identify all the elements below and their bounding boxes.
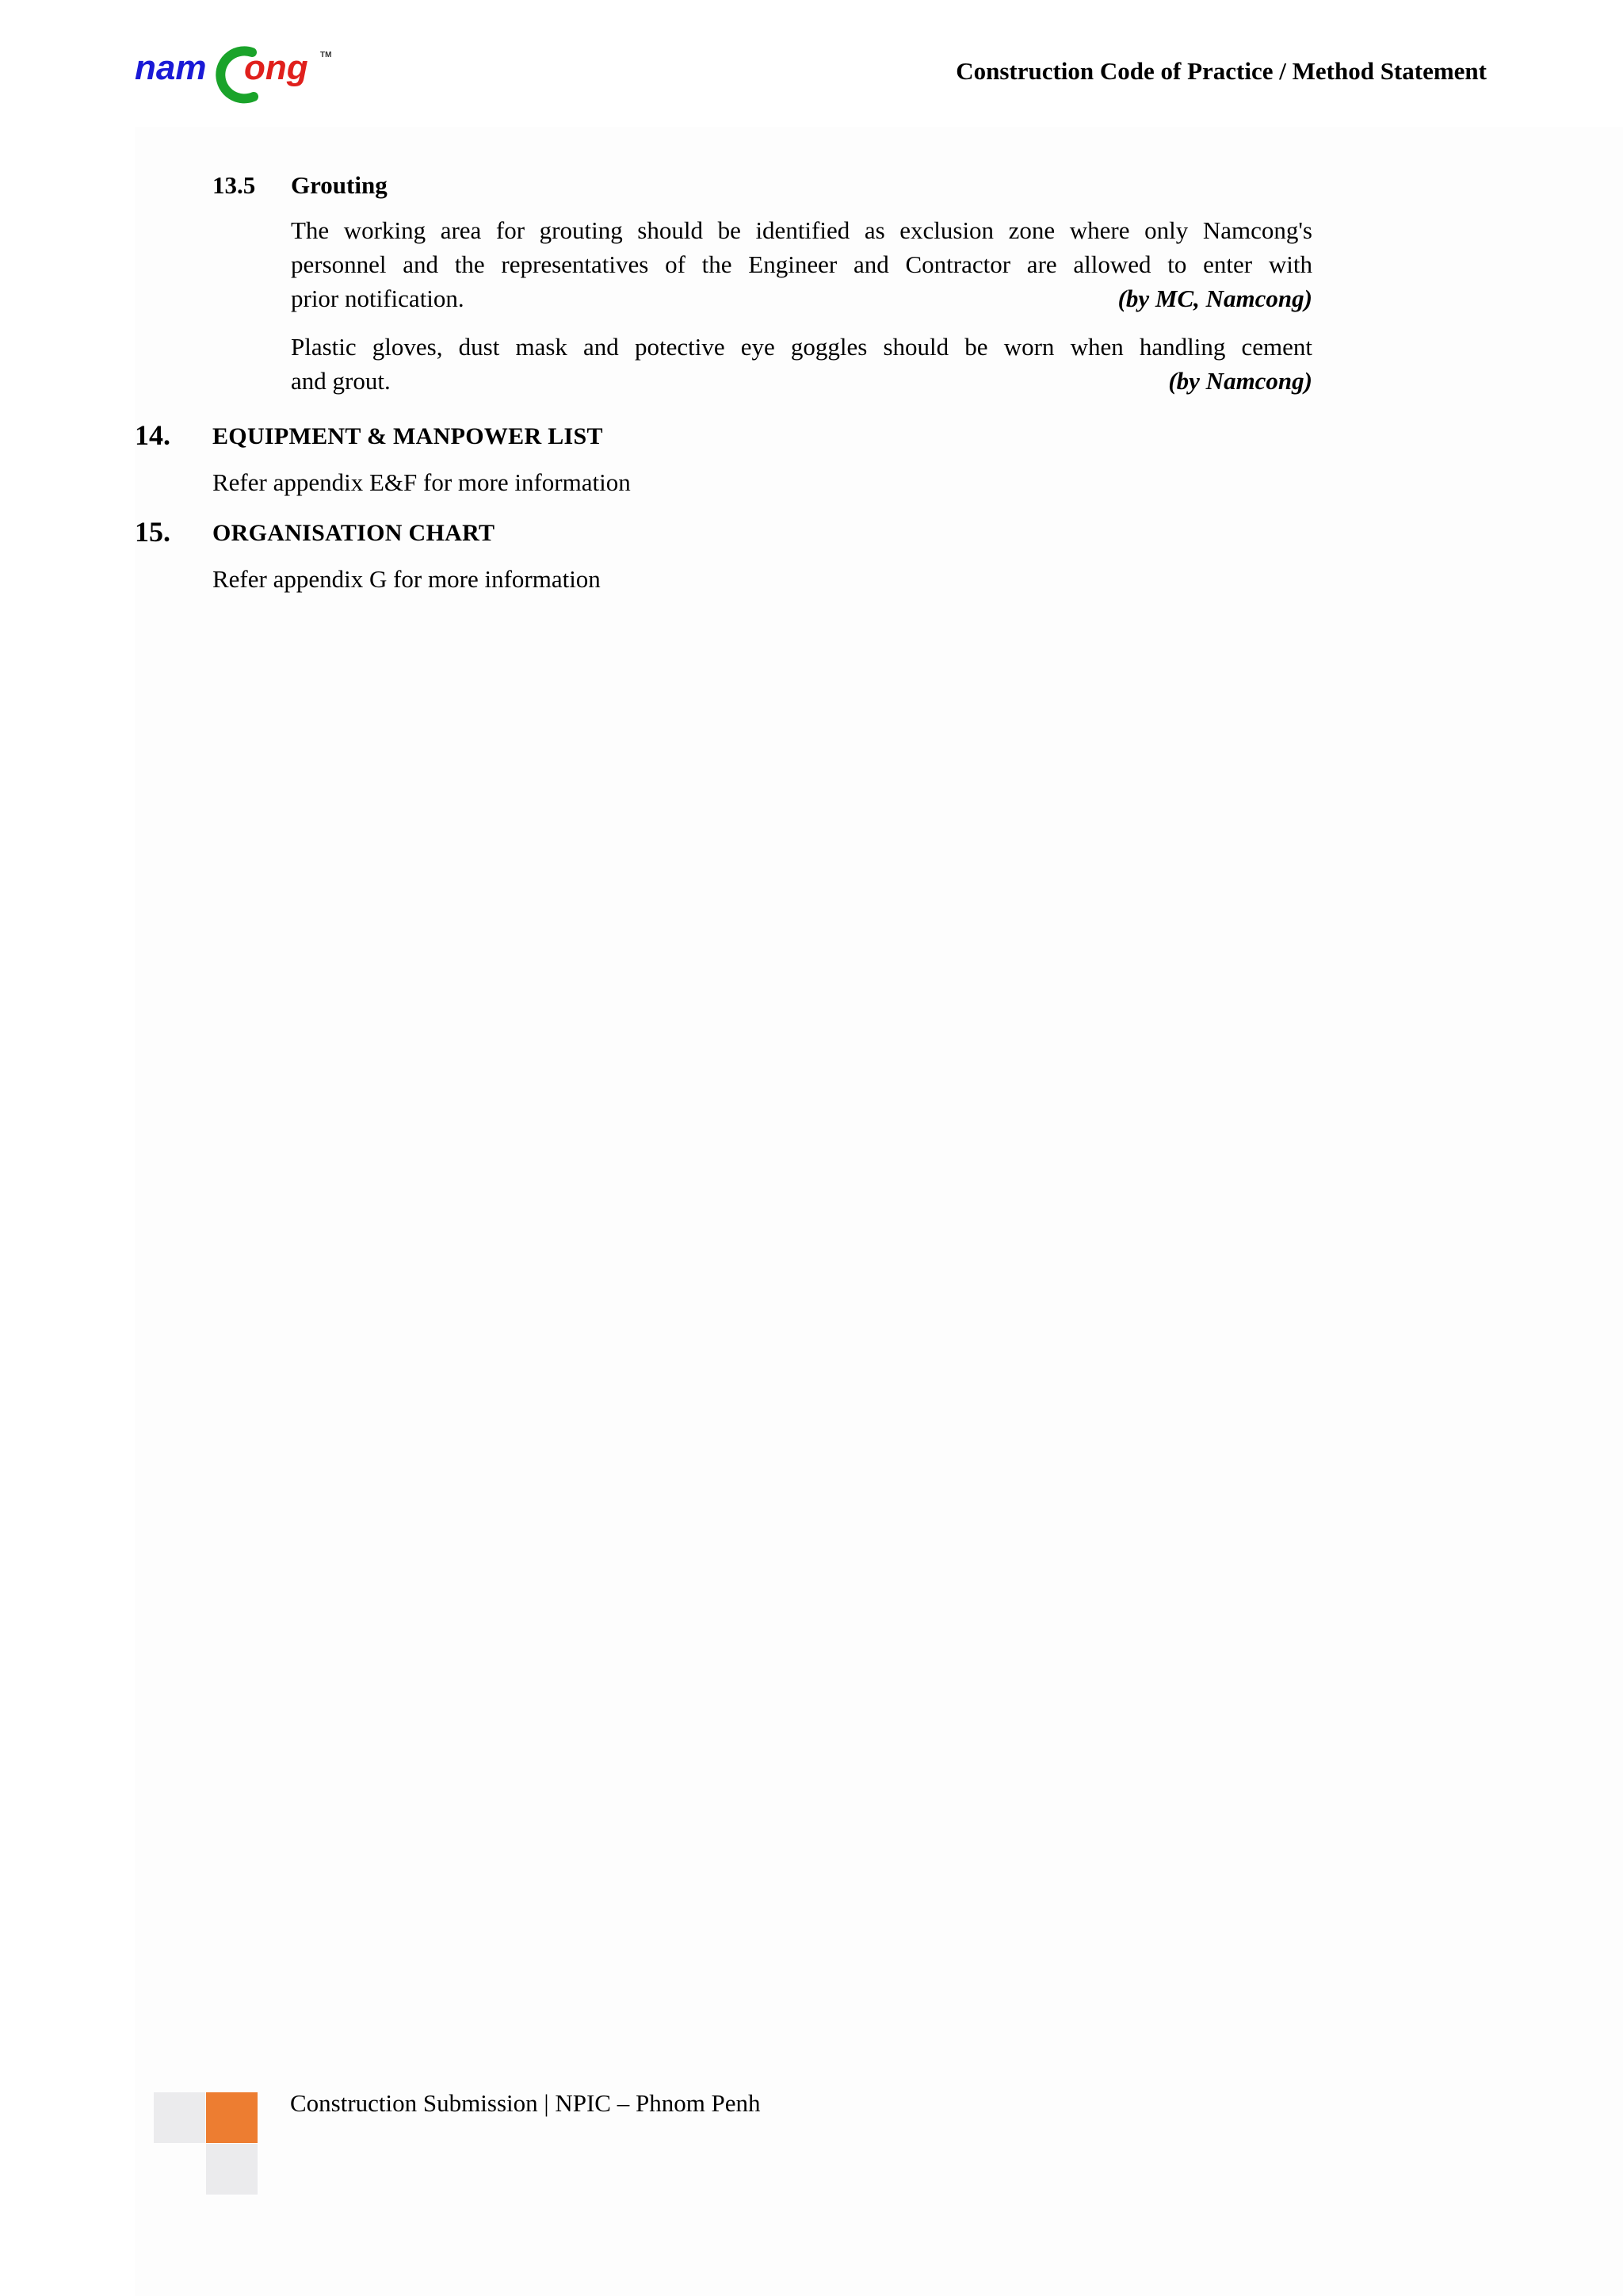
- section-14-title: EQUIPMENT & MANPOWER LIST: [212, 423, 603, 449]
- paragraph-line: prior notification.: [291, 285, 464, 312]
- section-15-text: Refer appendix G for more information: [212, 565, 601, 593]
- footer-text: Construction Submission | NPIC – Phnom Penh: [290, 2089, 761, 2117]
- svg-text:ong: ong: [244, 48, 308, 87]
- page-background: [135, 127, 1623, 2296]
- paragraph-line: The working area for grouting should be identified as exclusion zone where only Namcong's: [291, 216, 1312, 244]
- paragraph-line: and grout.: [291, 367, 391, 395]
- section-15-title: ORGANISATION CHART: [212, 520, 495, 546]
- svg-text:nam: nam: [135, 48, 207, 87]
- document-header-title: Construction Code of Practice / Method Statement: [956, 57, 1487, 85]
- grouting-paragraph-1: [291, 213, 1312, 315]
- footer-decor-square-accent: [206, 2092, 258, 2143]
- responsibility-note: (by Namcong): [1168, 367, 1312, 395]
- section-14-number: 14.: [135, 419, 170, 451]
- section-15-number: 15.: [135, 516, 170, 548]
- paragraph-line: Plastic gloves, dust mask and potective eye goggles should be worn when handling cement: [291, 333, 1312, 361]
- svg-text:TM: TM: [320, 51, 332, 59]
- footer-decor-square-light: [206, 2144, 258, 2195]
- paragraph-line: personnel and the representatives of the Engineer and Contractor are allowed to enter with: [291, 250, 1312, 278]
- section-14-text: Refer appendix E&F for more information: [212, 468, 631, 496]
- responsibility-note: (by MC, Namcong): [1117, 285, 1312, 312]
- namcong-logo: [133, 38, 339, 109]
- subsection-number: 13.5: [212, 171, 256, 199]
- grouting-paragraph-2: [291, 330, 1312, 398]
- footer-decor-square-light: [154, 2092, 205, 2143]
- subsection-title: Grouting: [291, 171, 388, 199]
